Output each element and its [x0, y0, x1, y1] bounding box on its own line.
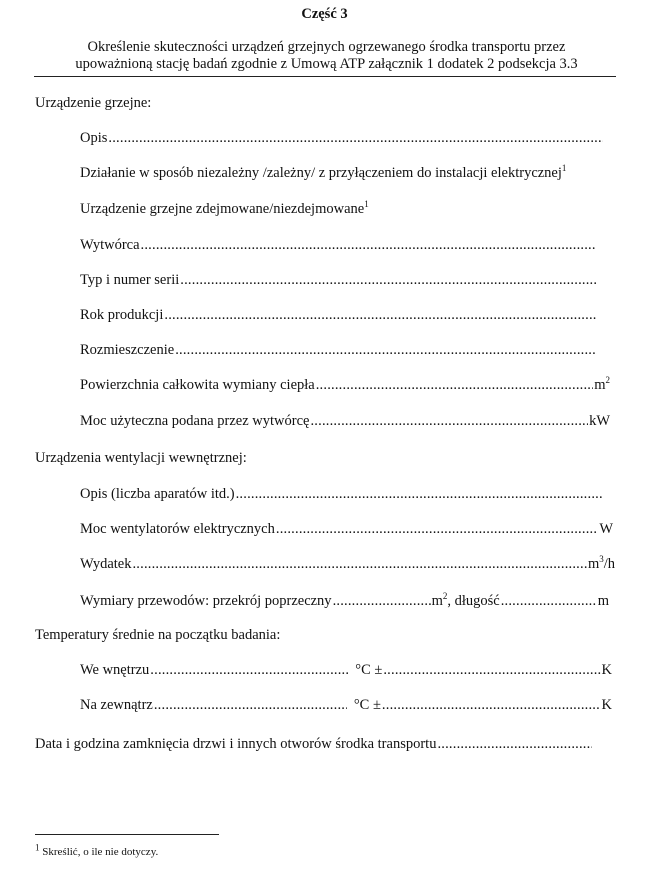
fan-power-unit: W: [599, 521, 613, 537]
footnote-mark: 1: [35, 842, 40, 853]
outside-temp-celsius-field[interactable]: [154, 697, 347, 714]
power-label: Moc użyteczna podana przez wytwórcę: [80, 413, 310, 429]
manufacturer-field[interactable]: [141, 237, 595, 254]
inside-temp-celsius-unit: °C ±: [355, 662, 383, 678]
ventilation-description-field[interactable]: [236, 486, 603, 503]
outside-temp-label: Na zewnątrz: [80, 697, 153, 713]
temperature-heading: Temperatury średnie na początku badania:: [35, 627, 281, 643]
inside-temp-kelvin-field[interactable]: [383, 662, 600, 679]
duct-dims-label: Wymiary przewodów: przekrój poprzeczny: [80, 593, 332, 609]
outside-temp-kelvin-field[interactable]: [382, 697, 601, 714]
heating-operation-label: [80, 165, 566, 182]
part-title: Część 3: [301, 6, 348, 22]
unit-exponent: 2: [605, 375, 610, 386]
outside-temp-kelvin-unit: K: [601, 697, 612, 713]
power-unit: kW: [589, 413, 610, 429]
unit-text: /h: [603, 556, 615, 572]
closing-time-row: [35, 736, 593, 754]
unit-exponent: 3: [599, 554, 604, 565]
location-field[interactable]: [175, 342, 597, 359]
output-label: Wydatek: [80, 556, 132, 572]
power-row: [80, 413, 610, 431]
output-unit: [588, 556, 615, 573]
duct-length-field[interactable]: [501, 593, 597, 610]
ventilation-description-row: [80, 486, 604, 504]
heat-exchange-label: Powierzchnia całkowita wymiany ciepła: [80, 377, 315, 393]
unit-exponent: 2: [442, 591, 448, 602]
duct-length-label: , długość: [447, 593, 500, 609]
location-label: Rozmieszczenie: [80, 342, 175, 358]
inside-temp-label: We wnętrzu: [80, 662, 150, 678]
manufacturer-label: Wytwórca: [80, 237, 140, 253]
closing-time-label: Data i godzina zamknięcia drzwi i innych otworów środka transportu: [35, 736, 437, 752]
inside-temp-row: [80, 662, 612, 680]
duct-cross-section-unit: [432, 593, 500, 610]
subtitle-line-1: Określenie skuteczności urządzeń grzejnych ogrzewanego środka transportu przez: [87, 39, 566, 55]
type-serial-row: [80, 272, 598, 290]
heat-exchange-row: [80, 377, 610, 395]
heat-exchange-field[interactable]: [316, 377, 593, 394]
fan-power-row: [80, 521, 613, 539]
heating-removable-text: Urządzenie grzejne zdejmowane/niezdejmowane: [80, 201, 365, 217]
type-serial-label: Typ i numer serii: [80, 272, 180, 288]
outside-temp-row: [80, 697, 612, 715]
footnote: [35, 842, 159, 858]
footnote-ref: 1: [364, 199, 369, 210]
ventilation-heading: Urządzenia wentylacji wewnętrznej:: [35, 450, 247, 466]
unit-text: m: [594, 377, 606, 393]
type-serial-field[interactable]: [180, 272, 597, 289]
header-rule: [34, 76, 616, 77]
duct-length-unit: m: [597, 593, 609, 609]
inside-temp-kelvin-unit: K: [601, 662, 612, 678]
production-year-label: Rok produkcji: [80, 307, 164, 323]
unit-text: m: [431, 593, 443, 609]
production-year-row: [80, 307, 597, 325]
heat-exchange-unit: [594, 377, 610, 394]
location-row: [80, 342, 598, 360]
unit-text: m: [587, 556, 600, 572]
heating-removable-label: [80, 201, 369, 218]
subtitle-line-2: upoważnioną stację badań zgodnie z Umową ATP załącznik 1 dodatek 2 podsekcja 3.3: [75, 56, 578, 72]
document-subtitle: [34, 39, 619, 73]
footnote-ref: 1: [561, 163, 567, 174]
duct-dims-row: [80, 593, 609, 611]
footnote-rule: [35, 834, 219, 835]
fan-power-label: Moc wentylatorów elektrycznych: [80, 521, 275, 537]
outside-temp-celsius-unit: °C ±: [353, 697, 381, 713]
production-year-field[interactable]: [164, 307, 596, 324]
heating-heading: Urządzenie grzejne:: [35, 95, 152, 111]
output-row: [80, 556, 615, 574]
fan-power-field[interactable]: [276, 521, 598, 538]
heating-description-label: Opis: [80, 130, 108, 146]
power-field[interactable]: [310, 413, 588, 430]
heating-description-field[interactable]: [108, 130, 603, 147]
ventilation-description-label: Opis (liczba aparatów itd.): [80, 486, 235, 502]
duct-cross-section-field[interactable]: [333, 593, 431, 610]
footnote-text: Skreślić, o ile nie dotyczy.: [42, 846, 159, 858]
output-field[interactable]: [132, 556, 586, 573]
heating-description-row: [80, 130, 604, 148]
manufacturer-row: [80, 237, 596, 255]
closing-time-field[interactable]: [437, 736, 592, 753]
inside-temp-celsius-field[interactable]: [150, 662, 348, 679]
heating-operation-text: Działanie w sposób niezależny /zależny/ z przyłączeniem do instalacji elektrycznej: [80, 165, 562, 181]
